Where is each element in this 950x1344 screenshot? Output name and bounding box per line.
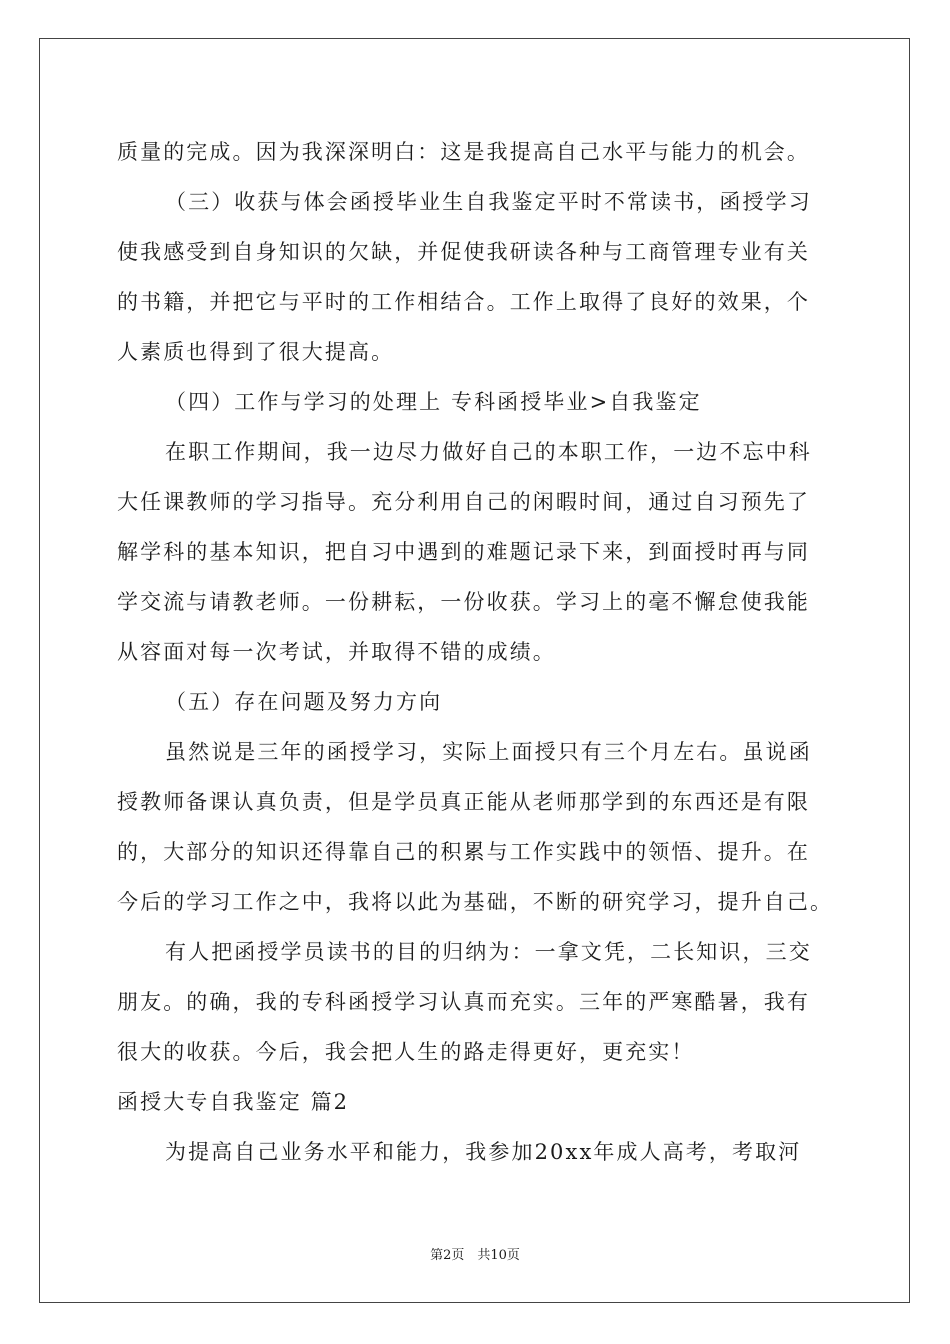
text-line: （四）工作与学习的处理上 专科函授毕业>自我鉴定 [165,390,702,414]
document-body [117,127,837,1177]
text-line: 人素质也得到了很大提高。 [117,340,395,364]
text-line: （三）收获与体会函授毕业生自我鉴定平时不常读书，函授学习 [165,190,812,214]
text-line: 的，大部分的知识还得靠自己的积累与工作实践中的领悟、提升。在 [117,840,810,864]
text-line: 为提高自己业务水平和能力，我参加20xx年成人高考，考取河 [165,1140,802,1164]
text-line: 很大的收获。今后，我会把人生的路走得更好，更充实！ [117,1040,695,1064]
text-line: 虽然说是三年的函授学习，实际上面授只有三个月左右。虽说函 [165,740,812,764]
text-line: 授教师备课认真负责，但是学员真正能从老师那学到的东西还是有限 [117,790,810,814]
text-line: （五）存在问题及努力方向 [165,690,443,714]
text-line: 朋友。的确，我的专科函授学习认真而充实。三年的严寒酷暑，我有 [117,990,810,1014]
text-line: 使我感受到自身知识的欠缺，并促使我研读各种与工商管理专业有关 [117,240,810,264]
text-line: 函授大专自我鉴定 篇2 [117,1090,350,1114]
text-line: 大任课教师的学习指导。充分利用自己的闲暇时间，通过自习预先了 [117,490,810,514]
text-line: 有人把函授学员读书的目的归纳为：一拿文凭，二长知识，三交 [165,940,812,964]
page-footer: 第2页 共10页 [430,1248,520,1263]
text-line: 学交流与请教老师。一份耕耘，一份收获。学习上的毫不懈怠使我能 [117,590,810,614]
text-line: 解学科的基本知识，把自习中遇到的难题记录下来，到面授时再与同 [117,540,810,564]
text-line: 今后的学习工作之中，我将以此为基础，不断的研究学习，提升自己。 [117,890,834,914]
text-line: 的书籍，并把它与平时的工作相结合。工作上取得了良好的效果，个 [117,290,810,314]
text-line: 在职工作期间，我一边尽力做好自己的本职工作，一边不忘中科 [165,440,812,464]
text-line: 质量的完成。因为我深深明白：这是我提高自己水平与能力的机会。 [117,140,810,164]
text-line: 从容面对每一次考试，并取得不错的成绩。 [117,640,556,664]
